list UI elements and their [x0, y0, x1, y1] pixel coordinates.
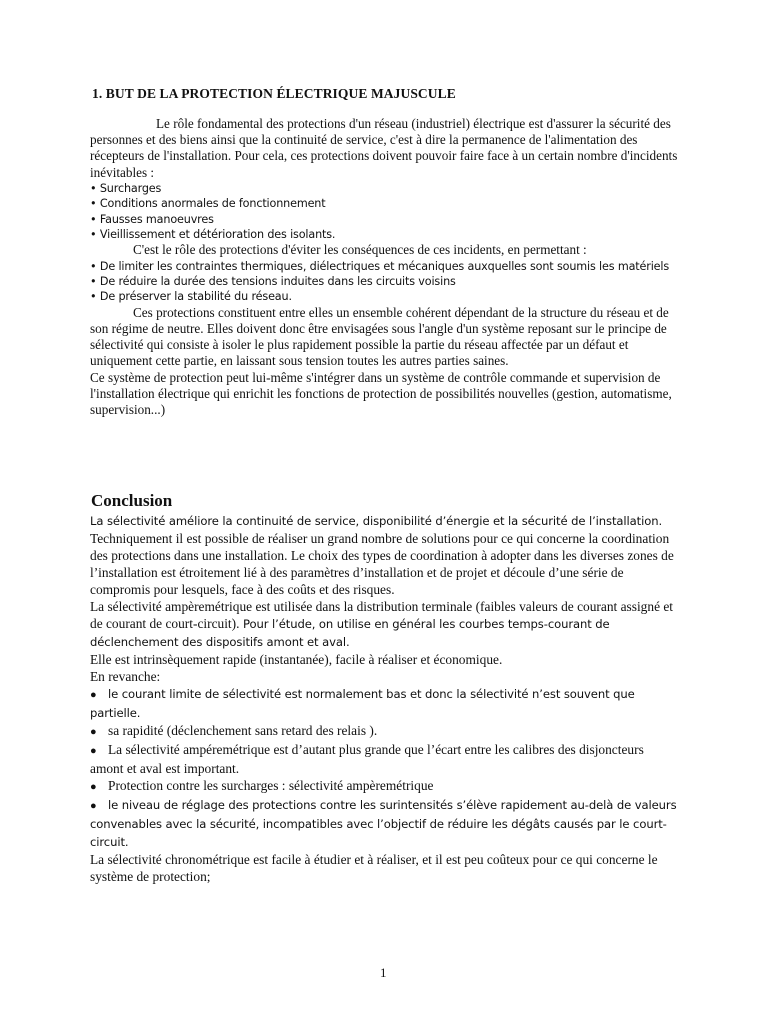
system-paragraph: Ce système de protection peut lui-même s'intégrer dans un système de contrôle commande et supervision de l'installation électrique qui enrichit les fonctions de protection de possibilités nouvelles (gestion, automatisme, supervision...) [90, 369, 672, 418]
bullet-text: le niveau de réglage des protections contre les surintensités s’élève rapidement au-delà de valeurs convenables avec la sécurité, incompatibles avec l’objectif de réduire les dégâts causés par le court-circuit. [90, 798, 677, 849]
bullet-icon: ● [90, 689, 97, 701]
objective-item: • De préserver la stabilité du réseau. [90, 290, 292, 304]
incident-item: • Fausses manoeuvres [90, 212, 214, 226]
conclusion-bullet [90, 796, 680, 851]
intro-paragraph: Le rôle fondamental des protections d'un réseau (industriel) électrique est d'assurer la sécurité des personnes et des biens ainsi que la continuité de service, c'est à dire la permanence de l'alimentation des récepteurs de l'installation. Pour cela, ces protections doivent pouvoir faire face à un certain nombre d'incidents inévitables : [90, 116, 678, 180]
bullet-text: sa rapidité (déclenchement sans retard des relais ). [108, 723, 378, 738]
conclusion-bullet [90, 777, 680, 796]
section-body [90, 116, 680, 418]
conclusion-paragraph: La sélectivité améliore la continuité de service, disponibilité d’énergie et la sécurité de l’installation. [90, 514, 663, 528]
conclusion-paragraph: Techniquement il est possible de réaliser un grand nombre de solutions pour ce qui concerne la coordination des protections dans une installation. Le choix des types de coordination à adopter dans les diverses zones de l’installation est étroitement lié à des paramètres d’installation et de projet et découle d’une série de compromis pour lesquels, face à des coûts et des risques. [90, 531, 674, 597]
incident-item: • Vieillissement et détérioration des isolants. [90, 228, 336, 242]
objective-item: • De limiter les contraintes thermiques, diélectriques et mécaniques auxquelles sont soumis les matériels [90, 259, 670, 273]
page-number: 1 [380, 965, 387, 980]
conclusion-bullet [90, 685, 680, 722]
conclusion-bullet [90, 741, 680, 777]
conclusion-paragraph: En revanche: [90, 669, 161, 684]
conclusion-heading: Conclusion [91, 491, 173, 510]
objective-item: • De réduire la durée des tensions induites dans les circuits voisins [90, 275, 456, 289]
bullet-text: Protection contre les surcharges : sélectivité ampèremétrique [108, 778, 434, 793]
text-run: Pour l’étude, on utilise en général les courbes temps-courant de déclenchement des dispositifs amont et aval. [90, 617, 610, 649]
conclusion-paragraph [90, 598, 680, 651]
incident-item: • Surcharges [90, 181, 162, 195]
text-run: La sélectivité ampèremétrique est utilisée dans la distribution terminale (faibles valeurs de courant assigné et de courant de court-circuit). [90, 599, 674, 631]
bullet-icon: ● [90, 800, 97, 812]
conclusion-bullet [90, 722, 680, 741]
conclusion-paragraph: Elle est intrinsèquement rapide (instantanée), facile à réaliser et économique. [90, 652, 503, 667]
bullet-icon: ● [90, 726, 97, 738]
conclusion-body [90, 513, 680, 885]
role-paragraph: C'est le rôle des protections d'éviter les conséquences de ces incidents, en permettant : [133, 242, 587, 258]
conclusion-paragraph: La sélectivité chronométrique est facile à étudier et à réaliser, et il est peu coûteux pour ce qui concerne le système de protection; [90, 852, 658, 884]
bullet-icon: ● [90, 745, 97, 757]
bullet-text: le courant limite de sélectivité est normalement bas et donc la sélectivité n’est souvent que partielle. [90, 687, 635, 720]
section-heading: 1. BUT DE LA PROTECTION ÉLECTRIQUE MAJUSCULE [92, 86, 456, 101]
coherence-paragraph: Ces protections constituent entre elles un ensemble cohérent dépendant de la structure du réseau et de son régime de neutre. Elles doivent donc être envisagées sous l'angle d'un système reposant sur le principe de sélectivité qui consiste à isoler le plus rapidement possible la partie du réseau affectée par un défaut et uniquement cette partie, en laissant sous tension toutes les autres parties saines. [90, 304, 669, 369]
bullet-text: La sélectivité ampéremétrique est d’autant plus grande que l’écart entre les calibres des disjoncteurs amont et aval est important. [90, 742, 644, 776]
bullet-icon: ● [90, 781, 97, 793]
incident-item: • Conditions anormales de fonctionnement [90, 197, 326, 211]
